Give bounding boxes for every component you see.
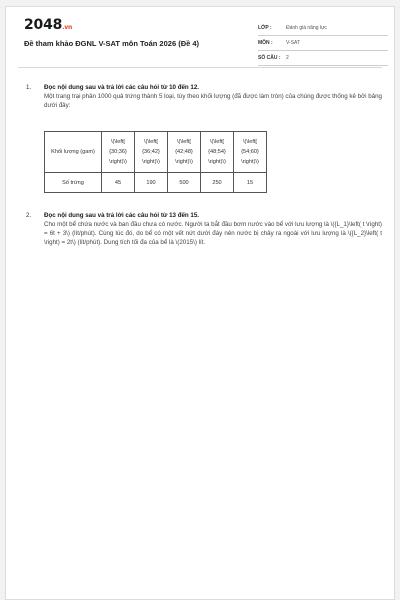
question-heading: Đọc nội dung sau và trả lời các câu hỏi từ 13 đến 15. <box>44 212 200 219</box>
interval-part: \right)\) <box>208 159 226 165</box>
table-row-label: Khối lượng (gam) <box>45 132 102 173</box>
document-title: Đề tham khảo ĐGNL V-SAT môn Toán 2026 (Đề 4) <box>24 39 200 48</box>
question-1 <box>26 83 382 110</box>
question-body: Một trang trại phân 1000 quả trứng thành 5 loại, tùy theo khối lượng (đã được làm tròn) của chúng được thống kê bởi bảng dưới đây: <box>44 93 382 109</box>
table-cell-interval <box>201 132 234 173</box>
logo-number: 2048 <box>24 17 63 33</box>
interval-part: \right)\) <box>142 159 160 165</box>
meta-row-subject <box>258 36 388 51</box>
logo-suffix: .vn <box>62 24 73 31</box>
question-number: 1. <box>26 84 32 91</box>
table-cell-count: 15 <box>234 173 267 193</box>
meta-value: Đánh giá năng lực <box>286 25 327 31</box>
interval-part: {42;48} <box>175 149 193 155</box>
interval-part: \(\left[ <box>111 139 125 145</box>
meta-label: MÔN : <box>258 40 273 46</box>
table-cell-interval <box>168 132 201 173</box>
table-row-label: Số trứng <box>45 173 102 193</box>
interval-part: \right)\) <box>175 159 193 165</box>
egg-weight-table <box>44 131 267 193</box>
meta-value: V-SAT <box>286 40 301 46</box>
interval-part: \right)\) <box>241 159 259 165</box>
meta-row-count <box>258 51 388 66</box>
table-cell-interval <box>102 132 135 173</box>
table-cell-interval <box>135 132 168 173</box>
interval-part: \(\left[ <box>210 139 224 145</box>
meta-label: SỐ CÂU : <box>258 55 281 61</box>
table-row <box>45 132 267 173</box>
interval-part: \(\left[ <box>177 139 191 145</box>
table-cell-interval <box>234 132 267 173</box>
question-body: Cho một bể chứa nước và ban đầu chưa có nước. Người ta bắt đầu bơm nước vào bể với lưu lượng là \({L_1}\left( t \right) = 6t + 3\) (lít/phút). Cùng lúc đó, do bể có một vết nứt dưới đáy nên nước bị chảy ra ngoài với lưu lượng là \({L_2}\left( t \right) = 2t\) (lít/phút). Dung tích tối đa của bể là \(2015\) lít. <box>44 221 382 246</box>
interval-part: {48;54} <box>208 149 226 155</box>
table-cell-count: 250 <box>201 173 234 193</box>
question-2 <box>26 211 382 247</box>
interval-part: \right)\) <box>109 159 127 165</box>
question-number: 2. <box>26 212 32 219</box>
site-logo[interactable] <box>24 17 72 33</box>
document-page <box>5 6 395 600</box>
table-cell-count: 500 <box>168 173 201 193</box>
table-row <box>45 173 267 193</box>
meta-label: LỚP : <box>258 25 272 31</box>
interval-part: \(\left[ <box>144 139 158 145</box>
table-cell-count: 45 <box>102 173 135 193</box>
interval-part: \(\left[ <box>243 139 257 145</box>
header-divider <box>18 67 382 68</box>
meta-row-class <box>258 21 388 36</box>
table-cell-count: 190 <box>135 173 168 193</box>
meta-value: 2 <box>286 55 289 61</box>
interval-part: {30;36} <box>109 149 127 155</box>
interval-part: {54;60} <box>241 149 259 155</box>
meta-info-box <box>258 21 388 66</box>
interval-part: {36;42} <box>142 149 160 155</box>
question-heading: Đọc nội dung sau và trả lời các câu hỏi từ 10 đến 12. <box>44 84 200 91</box>
